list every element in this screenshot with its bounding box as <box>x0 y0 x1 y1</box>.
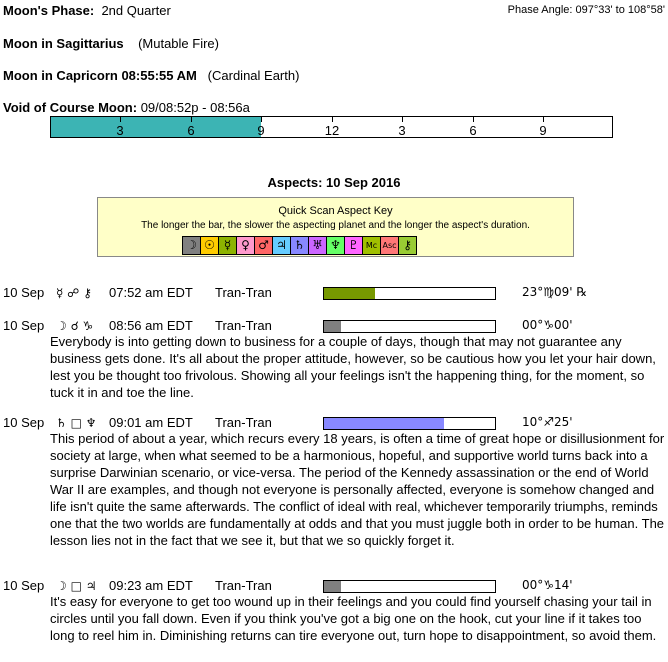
aspect-time: 07:52 am EDT <box>109 285 193 300</box>
moon-sign-line-2 <box>3 68 299 83</box>
timeline-tick: 3 <box>398 123 406 138</box>
moon-sign-2-label: Moon in Capricorn 08:55:55 AM <box>3 68 197 83</box>
aspect-date: 10 Sep <box>3 578 45 593</box>
aspect-type: Tran-Tran <box>215 318 272 333</box>
aspect-duration-bar-fill <box>324 581 341 592</box>
void-timeline <box>50 116 613 138</box>
aspect-key <box>97 197 574 257</box>
aspect-duration-bar-fill <box>324 321 341 332</box>
timeline-tick-mark <box>191 117 192 122</box>
void-of-course-line <box>3 100 250 115</box>
aspect-time: 09:01 am EDT <box>109 415 193 430</box>
aspect-duration-bar-fill <box>324 288 375 299</box>
aspect-position: 10°♐25' <box>522 415 573 429</box>
timeline-tick-mark <box>332 117 333 122</box>
aspect-time: 08:56 am EDT <box>109 318 193 333</box>
aspect-duration-bar-fill <box>324 418 444 429</box>
timeline-tick-mark <box>402 117 403 122</box>
phase-angle: Phase Angle: 097°33' to 108°58' <box>507 4 665 16</box>
moon-phase-value: 2nd Quarter <box>101 3 171 18</box>
void-timeline-fill <box>51 117 261 137</box>
aspect-date: 10 Sep <box>3 318 45 333</box>
timeline-tick-mark <box>120 117 121 122</box>
timeline-tick: 3 <box>116 123 124 138</box>
moon-sign-1-label: Moon in Sagittarius <box>3 36 124 51</box>
aspect-key-title: Quick Scan Aspect Key <box>278 205 393 217</box>
moon-glyph-icon: ☽ <box>183 237 201 254</box>
moon-sign-2-type: (Cardinal Earth) <box>207 68 300 83</box>
aspect-duration-bar <box>323 287 496 300</box>
aspect-symbols-icon: ☽ ☌ ♑ <box>56 319 94 333</box>
aspect-duration-bar <box>323 417 496 430</box>
moon-sign-line-1 <box>3 36 219 51</box>
aspect-symbols-icon: ☿ ☍ ⚷ <box>56 286 92 300</box>
aspect-description: This period of about a year, which recurs every 18 years, is often a time of great hope or disillusionment for society at large, when what seemed to be a harmonious, hopeful, and supportive world turns back into a surprise Darwinian scenario, or vice-versa. The period of the Kennedy assassination or the end of World War II are examples, and though not everyone is personally affected, everyone is somehow changed and life isn't quite the same afterwards. The conflict of ideal with real, whichever temporarily triumphs, reminds one that the two worlds are fundamentally at odds and that you must juggle both in order to be human. The lesson lies not in the fact that we see it, but that we so quickly forget it. <box>50 431 665 548</box>
timeline-tick: 9 <box>257 123 265 138</box>
aspect-key-description: The longer the bar, the slower the aspecting planet and the longer the aspect's duration. <box>141 220 530 231</box>
sun-glyph-icon: ☉ <box>201 237 219 254</box>
mars-glyph-icon: ♂ <box>255 237 273 254</box>
aspect-key-glyphs <box>182 236 417 255</box>
timeline-tick-mark <box>261 117 262 122</box>
moon-phase-label: Moon's Phase: <box>3 3 95 18</box>
timeline-tick: 6 <box>187 123 195 138</box>
mercury-glyph-icon: ☿ <box>219 237 237 254</box>
moon-sign-1-type: (Mutable Fire) <box>138 36 219 51</box>
aspect-date: 10 Sep <box>3 285 45 300</box>
timeline-tick-mark <box>473 117 474 122</box>
pluto-glyph-icon: ♇ <box>345 237 363 254</box>
midheaven-glyph-icon: Mc <box>363 237 381 254</box>
uranus-glyph-icon: ♅ <box>309 237 327 254</box>
aspect-position: 00°♑00' <box>522 318 573 332</box>
timeline-tick: 9 <box>539 123 547 138</box>
aspect-position: 00°♑14' <box>522 578 573 592</box>
aspect-duration-bar <box>323 320 496 333</box>
aspect-type: Tran-Tran <box>215 415 272 430</box>
aspects-title: Aspects: 10 Sep 2016 <box>267 175 401 190</box>
aspect-symbols-icon: ♄ □ ♆ <box>56 416 97 430</box>
aspect-date: 10 Sep <box>3 415 45 430</box>
ascendant-glyph-icon: Asc <box>381 237 399 254</box>
void-value: 09/08:52p - 08:56a <box>140 100 250 115</box>
void-label: Void of Course Moon: <box>3 100 138 115</box>
aspect-type: Tran-Tran <box>215 578 272 593</box>
aspect-position: 23°♍09' ℞ <box>522 285 588 299</box>
aspect-description: It's easy for everyone to get too wound up in their feelings and you could find yourself chasing your tail in circles until you fall down. Even if you think you've got a big one on the hook, cut your line if it takes too long to reel him in. Diminishing returns can tire everyone out, turn hope to disappointment, so avoid them. <box>50 594 657 643</box>
venus-glyph-icon: ♀ <box>237 237 255 254</box>
moon-phase-line <box>3 3 171 18</box>
chiron-glyph-icon: ⚷ <box>399 237 416 254</box>
timeline-tick-mark <box>543 117 544 122</box>
aspect-duration-bar <box>323 580 496 593</box>
timeline-tick: 12 <box>324 123 340 138</box>
aspect-time: 09:23 am EDT <box>109 578 193 593</box>
aspect-symbols-icon: ☽ □ ♃ <box>56 579 97 593</box>
saturn-glyph-icon: ♄ <box>291 237 309 254</box>
aspect-description: Everybody is into getting down to business for a couple of days, though that may not guarantee any business gets done. It's all about the proper attitude, however, so be cautious how you let your hair down, lest you be thought too frivolous. Showing all your feelings isn't the happening thing, for the moment, so tuck it in and toe the line. <box>50 334 656 400</box>
jupiter-glyph-icon: ♃ <box>273 237 291 254</box>
neptune-glyph-icon: ♆ <box>327 237 345 254</box>
aspect-type: Tran-Tran <box>215 285 272 300</box>
timeline-tick: 6 <box>469 123 477 138</box>
